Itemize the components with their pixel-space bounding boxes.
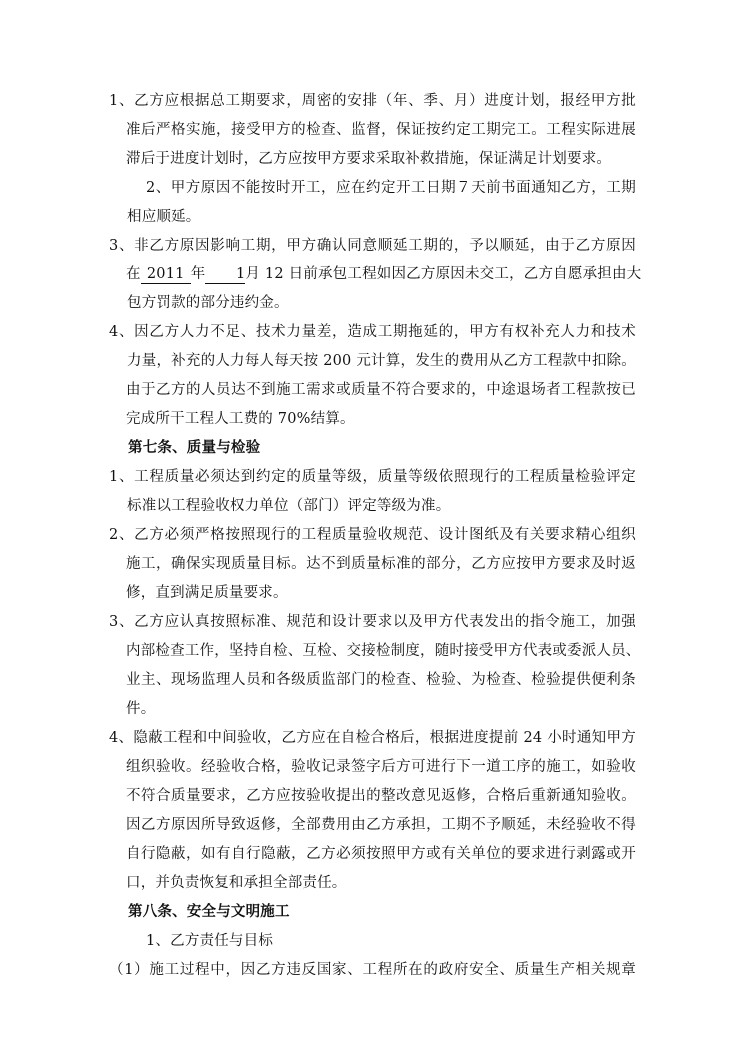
clause-7-1-line-2: 标准以工程验收权力单位（部门）评定等级为准。 <box>127 498 451 514</box>
month-value: 1 <box>205 266 245 284</box>
clause-6-3-line-2 <box>126 264 642 284</box>
clause-6-3-suffix: 月 12 日前承包工程如因乙方原因未交工，乙方自愿承担由大 <box>245 266 642 282</box>
clause-7-4-line-3: 不符合质量要求，乙方应按验收提出的整改意见返修，合格后重新通知验收。 <box>126 788 636 804</box>
clause-7-4-line-5: 自行隐蔽，如有自行隐蔽，乙方必须按照甲方或有关单位的要求进行剥露或开 <box>126 846 636 862</box>
clause-7-4-line-2: 组织验收。经验收合格，验收记录签字后方可进行下一道工序的施工，如验收 <box>126 759 636 775</box>
clause-6-3-line-3: 包方罚款的部分违约金。 <box>127 295 289 311</box>
clause-6-4-line-1: 4、因乙方人力不足、技术力量差，造成工期拖延的，甲方有权补充人力和技术 <box>109 324 636 340</box>
clause-7-2-line-1: 2、乙方必须严格按照现行的工程质量验收规范、设计图纸及有关要求精心组织 <box>109 527 636 543</box>
clause-6-4-line-2: 力量，补充的人力每人每天按 200 元计算，发生的费用从乙方工程款中扣除。 <box>127 353 636 369</box>
clause-7-4-line-4: 因乙方原因所导致返修，全部费用由乙方承担，工期不予顺延，未经验收不得 <box>126 817 636 833</box>
clause-7-2-line-3: 修，直到满足质量要求。 <box>126 585 288 601</box>
clause-7-4-line-6: 口，并负责恢复和承担全部责任。 <box>126 875 347 891</box>
clause-6-1-line-3: 滞后于进度计划时，乙方应按甲方要求采取补救措施，保证满足计划要求。 <box>126 151 612 167</box>
clause-8-1-1-line-1: （1）施工过程中，因乙方违反国家、工程所在的政府安全、质量生产相关规章 <box>109 962 636 978</box>
section-8-heading: 第八条、安全与文明施工 <box>128 903 290 920</box>
clause-6-1-line-2: 准后严格实施，接受甲方的检查、监督，保证按约定工期完工。工程实际进展 <box>126 122 636 138</box>
clause-7-2-line-2: 施工，确保实现质量目标。达不到质量标准的部分，乙方应按甲方要求及时返 <box>126 556 636 572</box>
year-suffix: 年 <box>190 266 206 282</box>
clause-7-1-line-1: 1、工程质量必须达到约定的质量等级，质量等级依照现行的工程质量检验评定 <box>109 469 636 485</box>
year-value: 2011 <box>141 266 191 284</box>
clause-6-3-prefix: 在 <box>126 266 141 282</box>
clause-6-2-line-1: 2、甲方原因不能按时开工，应在约定开工日期７天前书面通知乙方，工期 <box>146 180 636 196</box>
clause-6-2-line-2: 相应顺延。 <box>127 209 201 225</box>
clause-7-3-line-3: 业主、现场监理人员和各级质监部门的检查、检验、为检查、检验提供便利条 <box>126 672 636 688</box>
clause-8-1-title: 1、乙方责任与目标 <box>146 933 274 949</box>
section-7-heading: 第七条、质量与检验 <box>128 439 261 456</box>
clause-7-3-line-4: 件。 <box>126 701 156 717</box>
clause-7-3-line-1: 3、乙方应认真按照标准、规范和设计要求以及甲方代表发出的指令施工，加强 <box>109 614 636 630</box>
clause-6-4-line-3: 由于乙方的人员达不到施工需求或质量不符合要求的，中途退场者工程款按已 <box>126 382 636 398</box>
clause-6-1-line-1: 1、乙方应根据总工期要求，周密的安排（年、季、月）进度计划，报经甲方批 <box>109 93 636 109</box>
clause-7-3-line-2: 内部检查工作，坚持自检、互检、交接检制度，随时接受甲方代表或委派人员、 <box>126 643 641 659</box>
clause-6-4-line-4: 完成所干工程人工费的 70%结算。 <box>126 411 355 427</box>
clause-6-3-line-1: 3、非乙方原因影响工期，甲方确认同意顺延工期的，予以顺延，由于乙方原因 <box>109 238 636 254</box>
clause-7-4-line-1: 4、隐蔽工程和中间验收，乙方应在自检合格后，根据进度提前 24 小时通知甲方 <box>109 730 636 746</box>
